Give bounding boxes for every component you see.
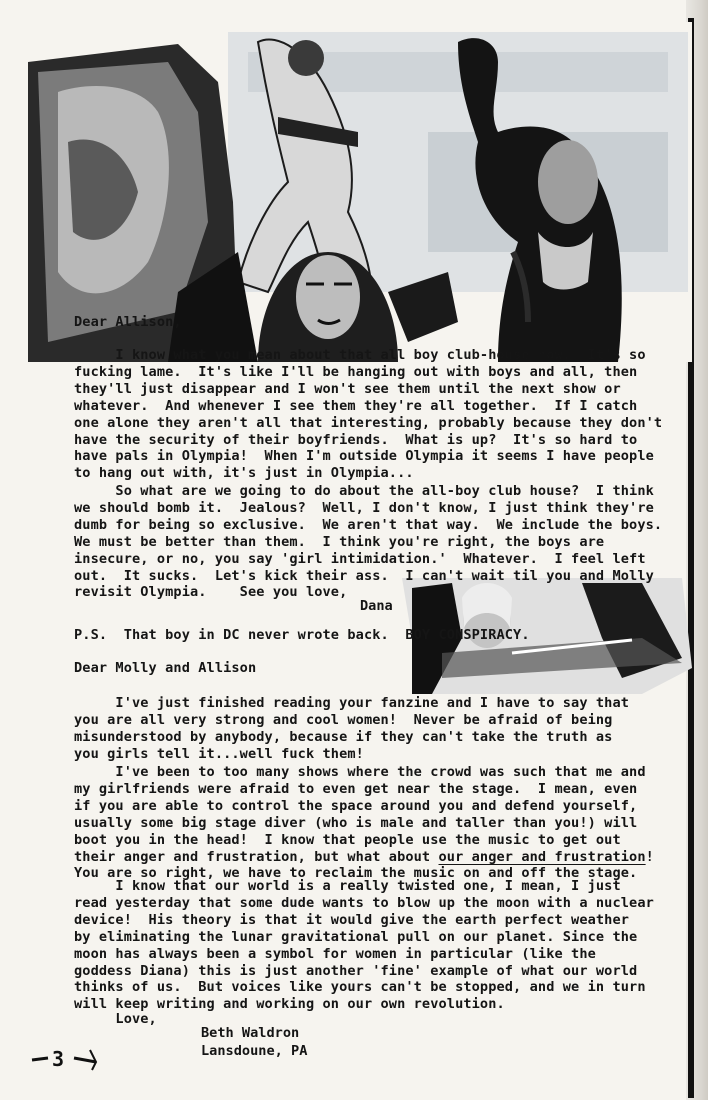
paragraph-4-text-a: I've been to too many shows where the crowd was such that me and my girlfriends were afraid to even get near the stage. I mean, even if you are able to control the space around you and defend yourself, usually some big stage diver (who is male and taller than you!) will boot you in the head! I know that people use the music to get out their anger and frustration, but what about — [74, 764, 646, 865]
letter-paragraph-4 — [74, 764, 664, 882]
letter-closing: Love, — [74, 1011, 157, 1027]
letter-salutation-allison: Dear Allison, — [74, 314, 182, 330]
signature-place: Lansdoune, PA — [201, 1043, 308, 1059]
letter-postscript: P.S. That boy in DC never wrote back. BOY CONSPIRACY. — [74, 627, 530, 643]
letter-salutation-molly-allison: Dear Molly and Allison — [74, 660, 257, 676]
letter-paragraph-1: I know what you mean about that all boy club-house now. It's so fucking lame. It's like I'll be hanging out with boys and all, then they'll just disappear and I won't see them until the next show or whatever. And whenever I see them they're all together. If I catch one alone they aren't all that interesting, probably because they don't have the security of their boyfriends. What is up? It's so hard to have pals in Olympia! When I'm outside Olympia it seems I have people to hang out with, it's just in Olympia... — [74, 347, 663, 482]
letter-paragraph-3: I've just finished reading your fanzine and I have to say that you are all very strong and cool women! Never be afraid of being misunderstood by anybody, because if they can't take the truth as you girls tell it...well fuck them! — [74, 695, 630, 762]
underlined-phrase: our anger and frustration — [438, 848, 646, 865]
photo-collage — [28, 22, 692, 362]
paragraph-4-text-b: ! You are so right, we have to reclaim the music on and off the stage. — [74, 848, 654, 882]
page-number: 3 — [52, 1047, 65, 1071]
signature-name: Beth Waldron — [201, 1025, 300, 1041]
page-number-mark — [30, 1046, 100, 1072]
letter-paragraph-2: So what are we going to do about the all-boy club house? I think we should bomb it. Jealous? Well, I don't know, I just think they're dumb for being so exclusive. We aren't that way. We include the boys. We must be better than them. I think you're right, the boys are insecure, or no, you say 'girl intimidation.' Whatever. I feel left out. It sucks. Let's kick their ass. I can't wait til you and Molly revisit Olympia. See you love, — [74, 483, 663, 601]
letter-signature-dana: Dana — [360, 598, 393, 614]
letter-paragraph-5: I know that our world is a really twisted one, I mean, I just read yesterday that some dude wants to blow up the moon with a nuclear device! His theory is that it would give the earth perfect weather by eliminating the lunar gravitational pull on our planet. Since the moon has always been a symbol for women in particular (like the goddess Diana) this is just another 'fine' example of what our world thinks of us. But voices like yours can't be stopped, and we in turn will keep writing and working on our own revolution. — [74, 878, 654, 1013]
